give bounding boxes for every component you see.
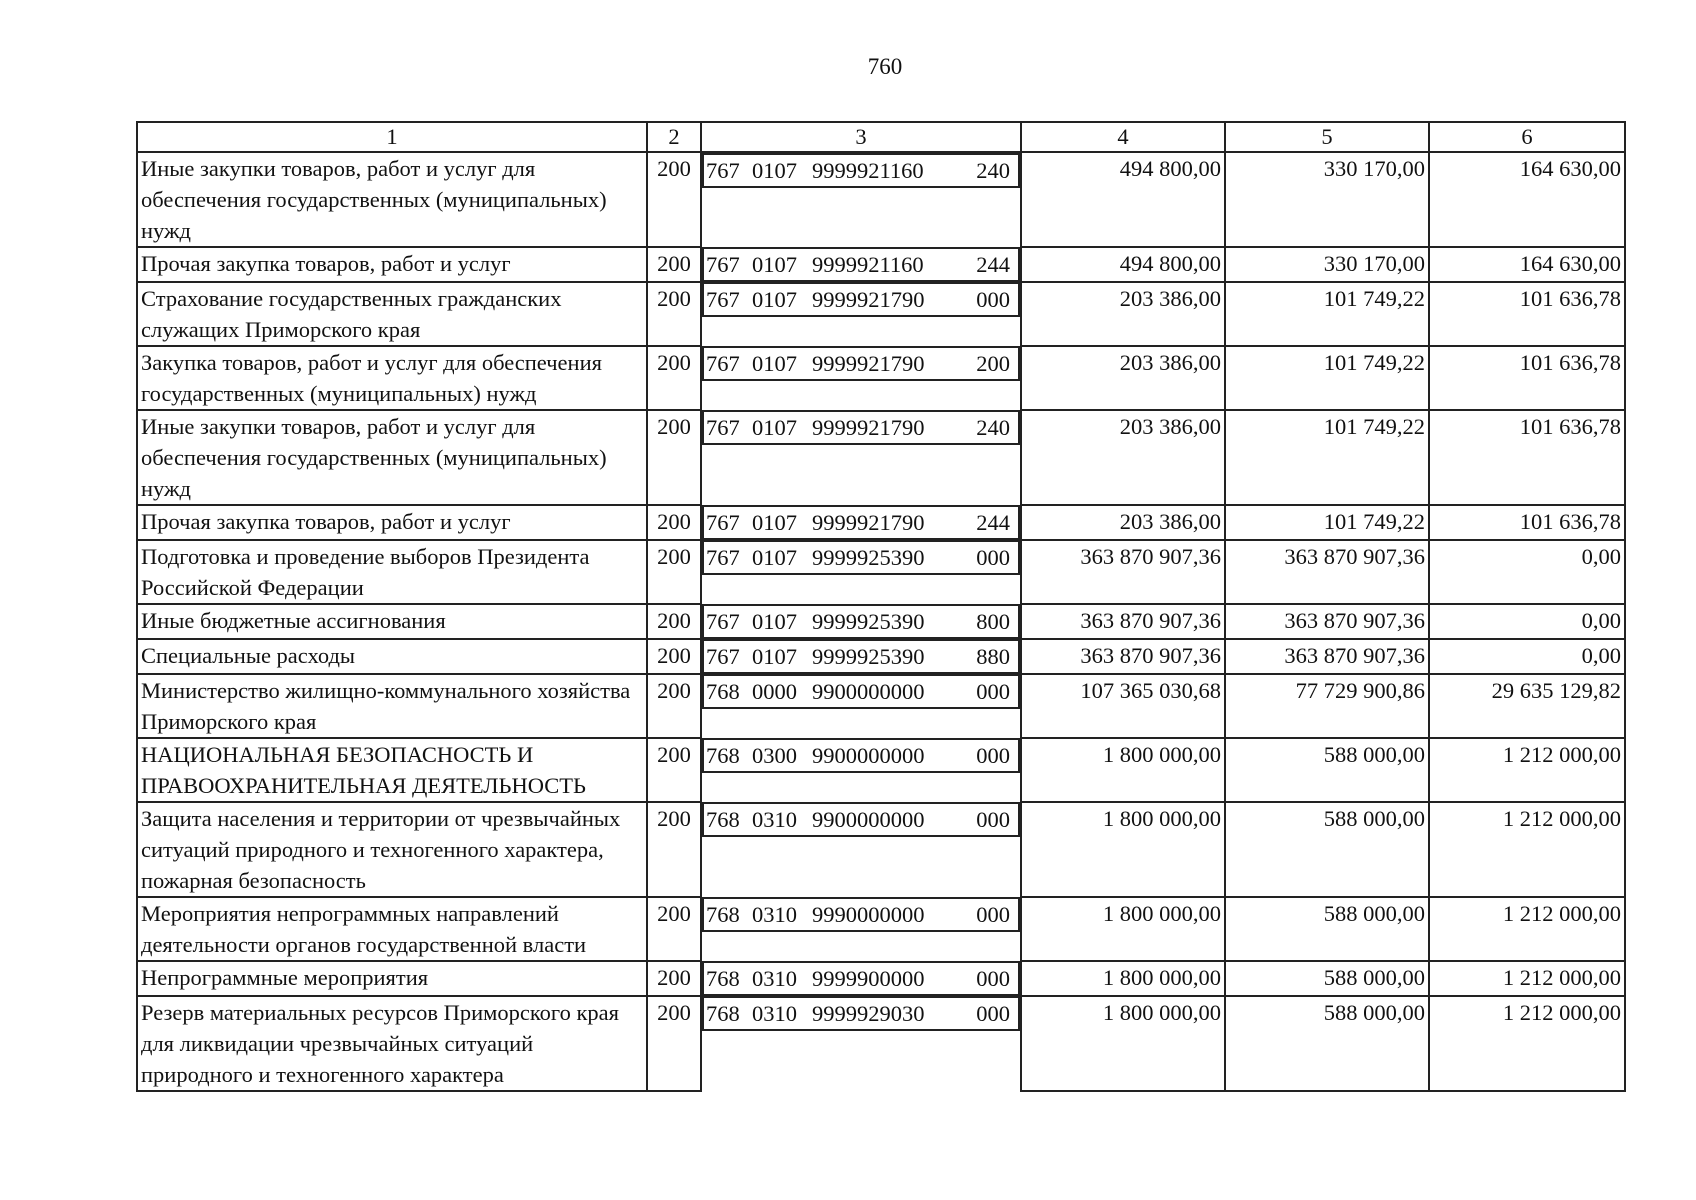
amount-col4: 363 870 907,36: [1021, 540, 1225, 604]
code-target: 9999921790: [812, 287, 925, 312]
table-body: [137, 152, 1625, 1091]
code-group: [702, 674, 1020, 709]
code-admin: 767: [706, 609, 740, 634]
column-header: 1: [137, 122, 647, 152]
amount-col4: 1 800 000,00: [1021, 738, 1225, 802]
amount-col6: 101 636,78: [1429, 410, 1625, 505]
code-group: [702, 540, 1020, 575]
table-row: [137, 282, 1625, 346]
code-target: 9999921160: [812, 158, 924, 183]
amount-col6: 164 630,00: [1429, 152, 1625, 247]
code-type: 880: [976, 644, 1010, 669]
code-type: 000: [976, 545, 1010, 570]
amount-col5: 363 870 907,36: [1225, 639, 1429, 674]
code-division: 0310: [752, 966, 797, 991]
code-group: [702, 505, 1020, 540]
row-name: Иные бюджетные ассигнования: [137, 604, 647, 639]
code-admin: 767: [706, 545, 740, 570]
code-admin: 768: [706, 807, 740, 832]
code-division: 0107: [752, 252, 797, 277]
code-group: [702, 247, 1020, 282]
row-name: Резерв материальных ресурсов Приморского края для ликвидации чрезвычайных ситуаций природного и техногенного характера: [137, 996, 647, 1091]
amount-col5: 588 000,00: [1225, 961, 1429, 996]
code-admin: 767: [706, 510, 740, 535]
amount-col5: 101 749,22: [1225, 410, 1429, 505]
row-name: Иные закупки товаров, работ и услуг для обеспечения государственных (муниципальных) нужд: [137, 410, 647, 505]
code-division: 0000: [752, 679, 797, 704]
row-name: Специальные расходы: [137, 639, 647, 674]
code-type: 240: [976, 415, 1010, 440]
code-group: [702, 639, 1020, 674]
code-group: [702, 802, 1020, 837]
code-type: 000: [976, 1001, 1010, 1026]
amount-col5: 330 170,00: [1225, 247, 1429, 282]
code-group: [702, 996, 1020, 1031]
amount-col4: 203 386,00: [1021, 505, 1225, 540]
code-type: 000: [976, 807, 1010, 832]
amount-col6: 0,00: [1429, 540, 1625, 604]
code-group: [702, 346, 1020, 381]
row-name: Непрограммные мероприятия: [137, 961, 647, 996]
code-section: 200: [647, 639, 701, 674]
amount-col4: 203 386,00: [1021, 410, 1225, 505]
code-division: 0107: [752, 545, 797, 570]
row-name: Министерство жилищно-коммунального хозяйства Приморского края: [137, 674, 647, 738]
code-target: 9999925390: [812, 609, 925, 634]
amount-col4: 1 800 000,00: [1021, 961, 1225, 996]
amount-col4: 494 800,00: [1021, 152, 1225, 247]
code-type: 000: [976, 679, 1010, 704]
amount-col4: 203 386,00: [1021, 282, 1225, 346]
code-group: [702, 282, 1020, 317]
budget-table: [136, 121, 1626, 1092]
code-admin: 767: [706, 158, 740, 183]
column-header: 6: [1429, 122, 1625, 152]
code-section: 200: [647, 897, 701, 961]
code-group: [702, 410, 1020, 445]
amount-col4: 1 800 000,00: [1021, 996, 1225, 1091]
code-division: 0107: [752, 351, 797, 376]
amount-col5: 101 749,22: [1225, 505, 1429, 540]
amount-col4: 107 365 030,68: [1021, 674, 1225, 738]
amount-col6: 1 212 000,00: [1429, 738, 1625, 802]
amount-col6: 164 630,00: [1429, 247, 1625, 282]
code-section: 200: [647, 802, 701, 897]
table-row: [137, 604, 1625, 639]
code-target: 9999921160: [812, 252, 924, 277]
amount-col6: 29 635 129,82: [1429, 674, 1625, 738]
amount-col5: 330 170,00: [1225, 152, 1429, 247]
code-division: 0107: [752, 609, 797, 634]
row-name: Закупка товаров, работ и услуг для обеспечения государственных (муниципальных) нужд: [137, 346, 647, 410]
row-name: НАЦИОНАЛЬНАЯ БЕЗОПАСНОСТЬ И ПРАВООХРАНИТЕЛЬНАЯ ДЕЯТЕЛЬНОСТЬ: [137, 738, 647, 802]
code-division: 0107: [752, 644, 797, 669]
table-row: [137, 410, 1625, 505]
table-row: [137, 346, 1625, 410]
code-section: 200: [647, 738, 701, 802]
amount-col6: 1 212 000,00: [1429, 897, 1625, 961]
column-header: 4: [1021, 122, 1225, 152]
code-target: 9999921790: [812, 415, 925, 440]
code-type: 240: [976, 158, 1010, 183]
code-target: 9900000000: [812, 743, 925, 768]
code-section: 200: [647, 961, 701, 996]
amount-col5: 101 749,22: [1225, 282, 1429, 346]
amount-col4: 203 386,00: [1021, 346, 1225, 410]
table-row: [137, 152, 1625, 247]
row-name: Прочая закупка товаров, работ и услуг: [137, 247, 647, 282]
code-division: 0107: [752, 287, 797, 312]
code-type: 244: [976, 510, 1010, 535]
code-group: [702, 153, 1020, 188]
code-section: 200: [647, 505, 701, 540]
table-row: [137, 961, 1625, 996]
amount-col5: 77 729 900,86: [1225, 674, 1429, 738]
code-target: 9999921790: [812, 351, 925, 376]
table-row: [137, 540, 1625, 604]
amount-col5: 588 000,00: [1225, 996, 1429, 1091]
amount-col6: 0,00: [1429, 639, 1625, 674]
code-type: 200: [976, 351, 1010, 376]
code-section: 200: [647, 604, 701, 639]
code-group: [702, 961, 1020, 996]
row-name: Иные закупки товаров, работ и услуг для обеспечения государственных (муниципальных) нужд: [137, 152, 647, 247]
amount-col6: 0,00: [1429, 604, 1625, 639]
code-section: 200: [647, 346, 701, 410]
table-row: [137, 639, 1625, 674]
amount-col5: 363 870 907,36: [1225, 604, 1429, 639]
code-target: 9999925390: [812, 644, 925, 669]
amount-col4: 363 870 907,36: [1021, 604, 1225, 639]
row-name: Прочая закупка товаров, работ и услуг: [137, 505, 647, 540]
row-name: Защита населения и территории от чрезвычайных ситуаций природного и техногенного характера, пожарная безопасность: [137, 802, 647, 897]
code-target: 9900000000: [812, 807, 925, 832]
code-admin: 767: [706, 415, 740, 440]
column-header: 5: [1225, 122, 1429, 152]
row-name: Страхование государственных гражданских служащих Приморского края: [137, 282, 647, 346]
code-division: 0310: [752, 807, 797, 832]
code-admin: 768: [706, 1001, 740, 1026]
amount-col5: 363 870 907,36: [1225, 540, 1429, 604]
row-name: Подготовка и проведение выборов Президента Российской Федерации: [137, 540, 647, 604]
amount-col6: 101 636,78: [1429, 346, 1625, 410]
code-admin: 768: [706, 679, 740, 704]
code-division: 0310: [752, 902, 797, 927]
code-target: 9900000000: [812, 679, 925, 704]
amount-col6: 101 636,78: [1429, 505, 1625, 540]
code-admin: 768: [706, 902, 740, 927]
code-target: 9999921790: [812, 510, 925, 535]
code-admin: 767: [706, 287, 740, 312]
amount-col6: 1 212 000,00: [1429, 961, 1625, 996]
code-group: [702, 897, 1020, 932]
code-admin: 768: [706, 743, 740, 768]
amount-col5: 588 000,00: [1225, 897, 1429, 961]
code-division: 0107: [752, 158, 797, 183]
code-type: 000: [976, 287, 1010, 312]
code-division: 0107: [752, 510, 797, 535]
amount-col4: 363 870 907,36: [1021, 639, 1225, 674]
amount-col5: 588 000,00: [1225, 802, 1429, 897]
code-type: 000: [976, 902, 1010, 927]
code-type: 000: [976, 743, 1010, 768]
header-row: [137, 122, 1625, 152]
table-row: [137, 802, 1625, 897]
code-section: 200: [647, 410, 701, 505]
page-number: 760: [867, 54, 903, 79]
table-row: [137, 996, 1625, 1091]
code-division: 0310: [752, 1001, 797, 1026]
table-row: [137, 897, 1625, 961]
code-admin: 767: [706, 252, 740, 277]
code-section: 200: [647, 674, 701, 738]
column-header: 2: [647, 122, 701, 152]
code-admin: 768: [706, 966, 740, 991]
code-type: 244: [976, 252, 1010, 277]
amount-col6: 1 212 000,00: [1429, 996, 1625, 1091]
code-type: 000: [976, 966, 1010, 991]
code-admin: 767: [706, 644, 740, 669]
code-target: 9990000000: [812, 902, 925, 927]
code-division: 0300: [752, 743, 797, 768]
amount-col4: 1 800 000,00: [1021, 802, 1225, 897]
code-group: [702, 604, 1020, 639]
code-section: 200: [647, 247, 701, 282]
code-target: 9999900000: [812, 966, 925, 991]
code-section: 200: [647, 540, 701, 604]
table-row: [137, 505, 1625, 540]
amount-col4: 494 800,00: [1021, 247, 1225, 282]
table-row: [137, 247, 1625, 282]
amount-col6: 1 212 000,00: [1429, 802, 1625, 897]
table-row: [137, 674, 1625, 738]
table-row: [137, 738, 1625, 802]
amount-col5: 101 749,22: [1225, 346, 1429, 410]
code-admin: 767: [706, 351, 740, 376]
code-section: 200: [647, 282, 701, 346]
code-division: 0107: [752, 415, 797, 440]
column-header: 3: [701, 122, 1021, 152]
code-target: 9999925390: [812, 545, 925, 570]
amount-col4: 1 800 000,00: [1021, 897, 1225, 961]
amount-col6: 101 636,78: [1429, 282, 1625, 346]
row-name: Мероприятия непрограммных направлений деятельности органов государственной власти: [137, 897, 647, 961]
amount-col5: 588 000,00: [1225, 738, 1429, 802]
code-target: 9999929030: [812, 1001, 925, 1026]
code-section: 200: [647, 996, 701, 1091]
code-group: [702, 738, 1020, 773]
code-section: 200: [647, 152, 701, 247]
code-type: 800: [976, 609, 1010, 634]
